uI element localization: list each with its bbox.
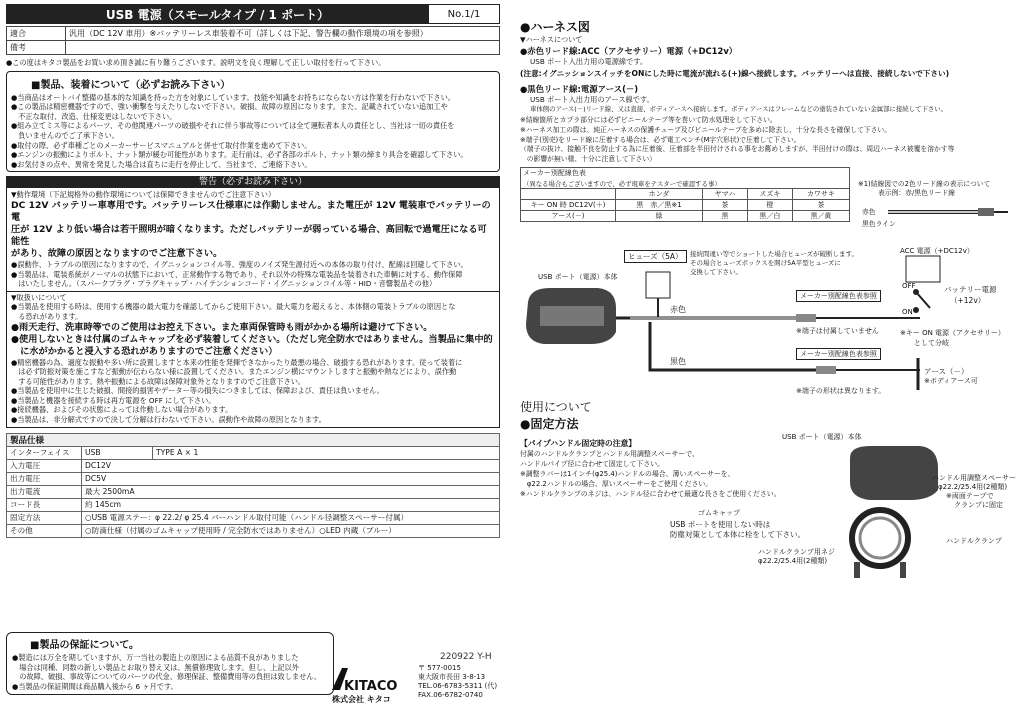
red-note: (注意:イグニッションスイッチをONにした時に電流が流れる(+)線へ接続します。バッテリーへは直接、接続しないで下さい) <box>520 69 950 79</box>
handle-big: ●雨天走行、洗車時等でのご使用はお控え下さい。また車両保管時も雨がかかる場所は避けて下さい。 <box>11 321 433 333</box>
env-small: ●当製品は、電装系統がノーマルの状態下において、正常動作する物であり、それ以外の特殊な電装品を装着された車輌に対する、動作保障 <box>11 269 463 279</box>
terminal-note: ※端子の形状は異なります。 <box>796 387 886 395</box>
pipe-line: 付属のハンドルクランプとハンドル用調整スペーサーで、 <box>520 450 699 458</box>
fix-title: ●固定方法 <box>520 417 579 431</box>
key-switch-icon <box>906 256 940 282</box>
handle-line: ●当製品を使用する時は、使用する機器の最大電力を確認してからご使用下さい。最大電力を超えると、本体側の電装トラブルの原因とな <box>11 302 456 312</box>
mfr-cell: 黒 <box>703 211 748 222</box>
fuse-label: ヒューズ（5A） <box>624 250 687 263</box>
company-name: 株式会社 キタコ <box>332 695 391 704</box>
mfr-cell: 黒 赤／黒※1 <box>616 200 703 211</box>
spec-value2: TYPE A × 1 <box>153 446 500 459</box>
pipe-line: φ22.2ハンドルの場合、厚いスペーサーをご使用ください。 <box>520 480 713 488</box>
mfr-col: スズキ <box>747 189 792 200</box>
handle-line: ●精密機器の為、過度な振動や多い所に設置しますと本来の性能を発揮できなかったり最悪の場合、破損する恐れがあります。従って装着に <box>11 357 463 367</box>
pipe-title: 【パイプハンドル固定時の注意】 <box>520 439 637 448</box>
screw-icon <box>900 562 906 578</box>
install-line: ●エンジンの振動によりボルト、ナット類が緩む可能性があります。走行前は、必ず各部のボルト、ナット類の締まり具合を確認して下さい。 <box>11 150 468 160</box>
connector-icon <box>816 366 836 374</box>
legend-box <box>858 180 1018 229</box>
company-tel: TEL.06-6783-5311 (代) <box>418 682 498 690</box>
harness-title: ●ハーネス図 <box>520 20 590 34</box>
harness-note: ※端子(別売)をリード線に圧着する場合は、必ず電工ペンチ(M字穴形状)で圧着して下さい。 <box>520 135 801 144</box>
pipe-line: ハンドルパイプ径に合わせて固定して下さい。 <box>520 460 665 468</box>
manufacturer-color-table <box>520 167 850 222</box>
fuse-note <box>690 250 858 277</box>
table-row <box>7 459 500 472</box>
screw-icon <box>854 562 860 578</box>
connector-icon <box>796 314 816 322</box>
screw-line: ハンドルクランプ用ネジ <box>758 548 835 556</box>
spec-value: 最大 2500mA <box>82 485 500 498</box>
spec-value: ○防滴仕様（付属のゴムキャップ使用時 / 完全防水ではありません）○LED 内蔵（ブルー） <box>82 524 500 537</box>
key-on-label: ※キー ON 電源（アクセサリー） <box>900 329 1005 337</box>
spec-value: ○USB 電源ステー：φ 22.2/ φ 25.4 バーハンドル取付可能（ハンドル径調整スペーサー付属） <box>82 511 500 524</box>
mfr-cell: 黒／黄 <box>792 211 849 222</box>
harness-diagram <box>520 247 1020 410</box>
guarantee-line: の故障、破損、事故等についてのパーツの代金、修理保証、整備費用等の負担は致しません。 <box>12 672 322 682</box>
mfr-col: ホンダ <box>616 189 703 200</box>
handle-head: ▼取扱いについて <box>11 292 67 302</box>
screw-line: φ22.2/25.4用(2種類) <box>758 557 828 565</box>
company-address <box>418 664 497 700</box>
warning-header: 警告（必ずお読み下さい） <box>6 176 500 188</box>
env-big: があり、故障の原因となりますのでご注意下さい。 <box>11 247 223 259</box>
meta-label: 適合 <box>7 27 66 41</box>
handle-line: は必ず防振対策を施こすなど振動が伝わらない様に設置してください。またエンジン横にマウントしますと振動や熱などにより、誤作動 <box>11 367 457 377</box>
off-label: OFF <box>902 282 916 290</box>
spacer-line: ハンドル用調整スペーサー <box>932 474 1016 482</box>
handle-big: に水がかかると浸入する恐れがありますのでご注意ください） <box>11 345 278 357</box>
black-wire-label: 黒色 <box>670 357 686 366</box>
kitaco-logo <box>330 664 420 706</box>
specs-title: 製品仕様 <box>7 433 500 446</box>
handle-big: ●使用しないときは付属のゴムキャップを必ず装着してください。（ただし完全防水ではありません。当製品に集中的 <box>11 333 493 345</box>
legend-sub: 表示例：赤/黒色リード線 <box>878 189 956 197</box>
mfr-cell: アース(－) <box>521 211 616 222</box>
env-small: ●誤動作、トラブルの原因になりますので、イグニッションコイル等、強度のノイズ発生源付近への本体の取り付け、配線は回避して下さい。 <box>11 259 468 269</box>
earth-label: アース（－） <box>924 367 969 376</box>
install-line: 負いませんのでご了承下さい。 <box>11 130 119 140</box>
meta-value <box>66 41 500 55</box>
harness-note: （端子の抜け、接触不良を防止する為に圧着後、圧着部を半田付けされる事をお薦めしますが、半田付けの際は、周辺ハーネス被覆を溶かす等 <box>520 145 955 154</box>
left-column <box>6 4 500 538</box>
doc-title: USB 電源（スモールタイプ / 1 ポート） <box>105 7 330 22</box>
meta-value: 汎用（DC 12V 車用）※バッテリーレス車装着不可（詳しくは下記、警告欄の動作環境の項を参照） <box>66 27 500 41</box>
spec-key: インターフェイス <box>7 446 82 459</box>
mfr-col: カワサキ <box>792 189 849 200</box>
terminal-note: ※端子は付属していません <box>796 327 879 335</box>
install-line: ●取付の際、必ず車種ごとのメーカーサービスマニュアルと併せて取付作業を進めて下さい。 <box>11 140 312 150</box>
legend-note: ※1)結線図での2色リード線の表示について <box>858 180 991 188</box>
mfr-cell: 茶 <box>703 200 748 211</box>
legend-black: 黒色ライン <box>862 220 896 228</box>
spacer-line: φ22.2/25.4用(2種類) <box>938 483 1008 491</box>
spec-key: 固定方法 <box>7 511 82 524</box>
date-code: 220922 Y-H <box>440 652 492 662</box>
guarantee-title: ■製品の保証について。 <box>30 640 140 651</box>
black-title: ●黒色リード線:電源アース(－) <box>520 84 639 95</box>
spacer-line: クランプに固定 <box>954 501 1003 509</box>
table-row <box>521 211 850 222</box>
guarantee-line: ●当製品の保証期間は商品購入後から 6 ヶ月です。 <box>12 681 178 691</box>
table-row <box>7 511 500 524</box>
spec-value: DC5V <box>82 472 500 485</box>
mfr-head: メーカー別配線色表 <box>521 168 850 179</box>
table-row <box>7 485 500 498</box>
key-on-label: として分岐 <box>914 339 949 347</box>
mfr-col: ヤマハ <box>703 189 748 200</box>
page-number: No.1/1 <box>429 5 499 23</box>
acc-label: ACC 電源（+DC12v） <box>900 247 974 255</box>
harness-note: の影響が無い様、十分に注意して下さい） <box>520 154 656 163</box>
table-row <box>7 472 500 485</box>
table-row <box>521 189 850 200</box>
mfr-cell: 緑 <box>616 211 703 222</box>
black-desc: 車体側のアース(－)リード線、又は直接、ボディアースへ接続します。ボディアースはフレームなどの塗装されていない金属部に接続して下さい。 <box>530 104 948 113</box>
meta-table <box>6 26 500 55</box>
usb-body-label: USB ポート（電源）本体 <box>538 273 618 281</box>
harness-note: ※結線箇所とカプラ部分には必ずビニールテープ等を巻いて防水処理をして下さい。 <box>520 116 777 125</box>
meta-label: 備考 <box>7 41 66 55</box>
mfr-ref-label: メーカー別配線色表参照 <box>796 348 881 360</box>
install-line: ●組み立てミス等によるパーツ、その他関連パーツの破損やそれに伴う事故等については全て運転者本人の責任とし、当社は一切の責任を <box>11 121 455 131</box>
spec-key: 出力電圧 <box>7 472 82 485</box>
usb-body-icon <box>850 446 938 500</box>
spec-key: 出力電流 <box>7 485 82 498</box>
spacer-label <box>932 474 1016 510</box>
env-small: はいたしません。（スパークプラグ・プラグキャップ・ハイテンションコード・イグニッションコイル等・HID・音響製品その他） <box>11 279 437 289</box>
cap-note-line: 防塵対策として本体に栓をして下さい。 <box>670 530 805 539</box>
legend-red: 赤色 <box>862 208 876 216</box>
mfr-cell: 橙 <box>747 200 792 211</box>
mfr-sub: （異なる場合もございますので、必ず現車をテスターで確認する事） <box>521 178 850 189</box>
battery-label: バッテリー電源 <box>944 285 997 294</box>
specs-table <box>6 433 500 538</box>
guarantee-line: ●製造には万全を期していますが、万一当社の製造上の原因による品質不良がありました <box>12 653 299 662</box>
env-big: DC 12V バッテリー車専用です。バッテリーレス仕様車には作動しません。また電圧が 12V 電装車でバッテリーの電 <box>11 199 491 223</box>
fuse-note-line: 接続間違い等でショートした場合ヒューズが破断します。 <box>690 250 859 258</box>
spec-key: 入力電圧 <box>7 459 82 472</box>
handle-line: ●当製品は、非分解式ですので決して分解は行わないで下さい。誤動作や故障の原因となります。 <box>11 415 326 425</box>
install-box <box>6 71 500 173</box>
spec-key: その他 <box>7 524 82 537</box>
install-line: 不正な取付、改造、仕様変更はしないで下さい。 <box>11 111 177 121</box>
battery-v-label: （+12v） <box>950 296 986 305</box>
fuse-note-line: 交換して下さい。 <box>690 268 742 276</box>
pipe-notes <box>520 449 800 499</box>
red-title: ●赤色リード線:ACC（アクセサリー）電源（+DC12v） <box>520 45 738 56</box>
handle-line: る恐れがあります。 <box>11 311 83 321</box>
harness-sub: ▼ハーネスについて <box>520 35 583 44</box>
mfr-col <box>521 189 616 200</box>
table-row <box>7 524 500 537</box>
handle-line: ●接続機器、およびその状態によっては作動しない場合があります。 <box>11 405 233 415</box>
screw-label <box>758 548 835 566</box>
handle-line: ●当製品を使用中に生じた破損、間接的損害やデーター等の損失につきましては、保障および、責任は負いません。 <box>11 386 384 396</box>
spec-value: DC12V <box>82 459 500 472</box>
on-label: ON <box>902 308 913 316</box>
install-line: ●お気付きの点や、異常を発見した場合は直ちに走行を停止して、当社まで、ご連絡下さい。 <box>11 159 312 169</box>
table-row <box>521 200 850 211</box>
spec-value: USB <box>82 446 153 459</box>
harness-note: ※ハーネス加工の際は、純正ハーネスの保護チューブ及びビニールテープを多めに除去し、十分な長さを確保して下さい。 <box>520 125 892 134</box>
usage-section <box>520 398 1020 706</box>
handle-line: ●当製品と機器を接続する時は再方電源を OFF にして下さい。 <box>11 395 216 405</box>
company-zip: 〒 577-0015 <box>418 664 461 672</box>
mfr-cell: 茶 <box>792 200 849 211</box>
guarantee-line: 場合は同種、同数の新しい製品とお取り替え又は、無償修理致します。但し、上記以外 <box>12 662 299 672</box>
spec-value: 約 145cm <box>82 498 500 511</box>
company-fax: FAX.06-6782-0740 <box>418 691 483 699</box>
spacer-line: ※両面テープで <box>946 492 994 500</box>
usage-title: 使用について <box>520 400 592 414</box>
cap-label: ゴムキャップ <box>698 509 740 517</box>
pipe-line: ※調整ラバーは1インチ(φ25.4)ハンドルの場合、薄いスペーサーを、 <box>520 470 735 478</box>
intro-text: ●この度はキタコ製品をお買い求め頂き誠に有り難うございます。説明文を良く理解して正しい取付を行って下さい。 <box>6 58 386 67</box>
red-wire-label: 赤色 <box>670 305 686 314</box>
cap-note <box>670 520 805 540</box>
usb-body-icon <box>526 288 616 344</box>
fuse-icon <box>646 272 670 298</box>
table-row <box>7 446 500 459</box>
env-big: 圧が 12V より低い場合は若干照明が暗くなります。ただしバッテリーが弱っている場合、高回転で過電圧になる可能性 <box>11 223 487 247</box>
mfr-ref-label: メーカー別配線色表参照 <box>796 290 881 302</box>
table-row <box>7 498 500 511</box>
cap-note-line: USB ポートを使用しない時は <box>670 520 771 529</box>
clamp-label: ハンドルクランプ <box>946 537 1002 545</box>
mfr-cell: 黒／白 <box>747 211 792 222</box>
install-line: ●この製品は精密機器ですので、強い衝撃を与えたりしないで下さい。破損、故障の原因になります。また、記載されていない追加工や <box>11 102 448 112</box>
red-desc: USB ポート入出力用の電源線です。 <box>530 56 648 66</box>
pipe-line: ※ハンドルクランプのネジは、ハンドル径に合わせて最適な長さをご使用ください。 <box>520 490 781 498</box>
env-head: ▼動作環境（下記規格外の動作環境については保障できませんのでご注意下さい） <box>11 190 276 200</box>
install-line: ●当商品はオートバイ整備の基本的な知識を持った方を対象にしています。技能や知識をお持ちにならない方は作業を行わないで下さい。 <box>11 92 455 102</box>
black-desc: USB ポート入出力用のアース線です。 <box>530 95 654 105</box>
warning-box <box>6 188 500 427</box>
body-label: USB ポート（電源）本体 <box>782 433 862 441</box>
logo-text: KITACO <box>344 679 398 694</box>
mfr-cell: キー ON 時 DC12V(＋) <box>521 200 616 211</box>
handle-line: する可能性があります。熱や振動による故障は保障対象外となりますのでご注意下さい。 <box>11 376 306 386</box>
spec-key: コード長 <box>7 498 82 511</box>
company-addr: 東大阪市長田 3-8-13 <box>418 673 486 681</box>
earth2-label: ※ボディアース可 <box>924 377 978 385</box>
guarantee-box <box>6 632 334 695</box>
fuse-note-line: その場合ヒューズボックスを開け5A平型ヒューズに <box>690 259 841 267</box>
title-bar <box>6 4 500 24</box>
install-title: ■製品、装着について（必ずお読み下さい） <box>31 79 231 91</box>
